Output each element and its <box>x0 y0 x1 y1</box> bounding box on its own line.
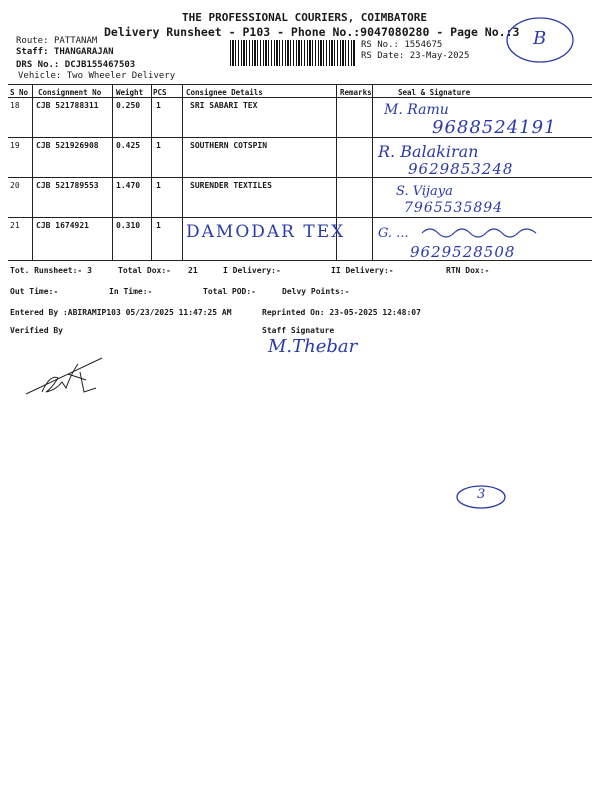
cell-pcs: 1 <box>156 101 161 110</box>
cell-sno: 19 <box>10 141 20 150</box>
in-time: In Time:- <box>109 287 153 296</box>
entered-by: Entered By :ABIRAMIP103 05/23/2025 11:47:25 AM <box>10 308 232 317</box>
handwritten-consignee: DAMODAR TEX <box>186 222 346 242</box>
staff-value: THANGARAJAN <box>53 47 114 57</box>
header-pcs: PCS <box>153 88 167 97</box>
cell-weight: 0.425 <box>116 141 141 150</box>
ii-delivery: II Delivery:- <box>331 266 394 275</box>
i-delivery: I Delivery:- <box>223 266 281 275</box>
cell-pcs: 1 <box>156 181 161 190</box>
signature-phone: 9688524191 <box>432 117 557 138</box>
total-pod: Total POD:- <box>203 287 256 296</box>
delvy-points: Delvy Points:- <box>282 287 350 296</box>
signature-name: R. Balakiran <box>378 142 479 161</box>
staff-signature-label: Staff Signature <box>262 326 335 335</box>
verifier-signature <box>22 352 106 398</box>
rs-number: RS No.: 1554675 <box>361 40 443 50</box>
staff-signature-hand: M.Thebar <box>268 336 358 357</box>
header-remarks: Remarks <box>340 88 372 97</box>
cell-weight: 0.310 <box>116 221 141 230</box>
cell-sno: 21 <box>10 221 20 230</box>
header-consignee: Consignee Details <box>186 88 263 97</box>
signature-phone: 9629853248 <box>408 160 514 178</box>
tot-runsheet: Tot. Runsheet:- 3 <box>10 266 92 275</box>
cell-consignee: SOUTHERN COTSPIN <box>190 141 268 150</box>
total-dox-value: 21 <box>188 266 198 275</box>
cell-consignment: CJB 521788311 <box>36 101 99 110</box>
cell-consignee: SURENDER TEXTILES <box>190 181 272 190</box>
verified-by: Verified By <box>10 326 63 335</box>
header-consignment: Consignment No <box>38 88 102 97</box>
drs-value: DCJB155467503 <box>64 60 136 70</box>
cell-consignment: CJB 521926908 <box>36 141 99 150</box>
route-label: Route: <box>16 36 49 46</box>
cell-sno: 20 <box>10 181 20 190</box>
cell-pcs: 1 <box>156 141 161 150</box>
route-value: PATTANAM <box>53 36 98 46</box>
corner-mark-letter: B <box>533 28 547 49</box>
cell-weight: 0.250 <box>116 101 141 110</box>
runsheet-title: Delivery Runsheet - P103 - Phone No.:9047080280 - Page No.:3 <box>104 25 520 39</box>
out-time: Out Time:- <box>10 287 59 296</box>
cell-consignment: CJB 521789553 <box>36 181 99 190</box>
signature-phone: 9629528508 <box>410 243 516 261</box>
header-weight: Weight <box>116 88 144 97</box>
header-sno: S No <box>10 88 29 97</box>
signature-phone: 7965535894 <box>404 200 504 216</box>
route-line <box>16 36 97 46</box>
signature-name: S. Vijaya <box>396 184 453 199</box>
staff-line <box>16 47 114 57</box>
rtn-dox: RTN Dox:- <box>446 266 490 275</box>
signature-scribble <box>420 225 540 239</box>
rs-date: RS Date: 23-May-2025 <box>361 51 470 61</box>
cell-sno: 18 <box>10 101 20 110</box>
drs-line <box>16 60 135 70</box>
total-dox-label: Total Dox:- <box>118 266 171 275</box>
vehicle-line: Vehicle: Two Wheeler Delivery <box>18 71 176 81</box>
cell-weight: 1.470 <box>116 181 141 190</box>
staff-label: Staff: <box>16 47 49 57</box>
page-number-circle-text: 3 <box>477 487 486 502</box>
cell-consignment: CJB 1674921 <box>36 221 89 230</box>
header-seal-signature: Seal & Signature <box>398 88 471 97</box>
signature-name: G. ... <box>378 226 409 241</box>
cell-consignee: SRI SABARI TEX <box>190 101 258 110</box>
reprinted-on: Reprinted On: 23-05-2025 12:48:07 <box>262 308 421 317</box>
signature-name: M. Ramu <box>384 102 449 118</box>
barcode <box>230 40 356 66</box>
drs-label: DRS No.: <box>16 60 60 70</box>
company-title: THE PROFESSIONAL COURIERS, COIMBATORE <box>182 11 428 24</box>
cell-pcs: 1 <box>156 221 161 230</box>
